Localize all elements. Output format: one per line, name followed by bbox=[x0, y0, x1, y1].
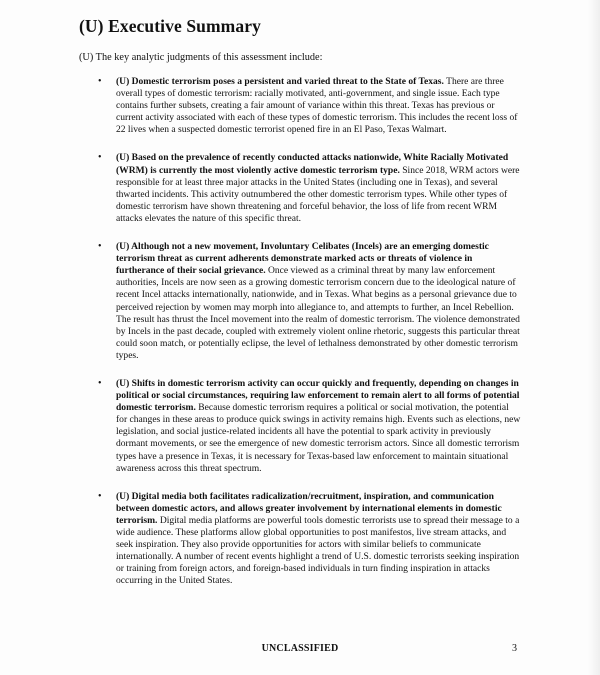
classification-marking: UNCLASSIFIED bbox=[261, 643, 339, 654]
intro-paragraph: (U) The key analytic judgments of this assessment include: bbox=[79, 52, 323, 63]
section-heading: (U) Executive Summary bbox=[79, 16, 261, 36]
list-item bbox=[98, 76, 521, 136]
judgment-body: There are three overall types of domestic terrorism: racially motivated, anti-government, and single issue. Each type contains further subsets, creating a fair amount of variance within this threat. Texas has previous or current activity associated with each of these types of domestic terrorism. This includes the recent loss of 22 lives when a suspected domestic terrorist opened fire in an El Paso, Texas Walmart. bbox=[116, 76, 518, 136]
page-number: 3 bbox=[512, 643, 517, 654]
judgment-lead: (U) Shifts in domestic terrorism activity can occur quickly and frequently, depending on changes in political or social circumstances, requiring law enforcement to remain alert to all forms of potential domestic terrorism. bbox=[116, 377, 520, 414]
page-edge-shadow bbox=[588, 0, 600, 675]
judgment-body: Digital media platforms are powerful tools domestic terrorists use to spread their message to a wide audience. These platforms allow global opportunities to post manifestos, live stream attacks, and seek inspiration. They also provide opportunities for actors with similar beliefs to communicate internationally. A number of recent events highlight a trend of U.S. domestic terrorists seeking inspiration or training from foreign actors, and foreign-based individuals in turn finding inspiration in attacks occurring in the United States. bbox=[116, 514, 520, 587]
bullet-icon: • bbox=[98, 377, 102, 389]
bullet-icon: • bbox=[98, 152, 102, 164]
list-item bbox=[98, 152, 521, 225]
judgment-body: Because domestic terrorism requires a political or social motivation, the potential for changes in these areas to produce quick swings in activity remains high. Events such as elections, new legislation, and social justice-related incidents all have the potential to spark activity in previously dormant movements, or see the emergence of new domestic terrorism actors. Since all domestic terrorism types have a presence in Texas, it is necessary for Texas-based law enforcement to maintain situational awareness across this threat spectrum. bbox=[116, 402, 521, 474]
judgment-body: Once viewed as a criminal threat by many law enforcement authorities, Incels are now seen as a growing domestic terrorism concern due to the ideological nature of recent Incel attacks internationally, nationwide, and in Texas. What begins as a personal grievance due to perceived rejection by women may morph into allegiance to, and attempts to further, an Incel Rebellion. The result has thrust the Incel movement into the realm of domestic terrorism. The violence demonstrated by Incels in the past decade, coupled with extremely violent online rhetoric, suggests this particular threat could soon match, or potentially eclipse, the level of lethalness demonstrated by other domestic terrorism types. bbox=[116, 265, 520, 361]
judgment-lead: (U) Although not a new movement, Involuntary Celibates (Incels) are an emerging domestic terrorism threat as current adherents demonstrate marked acts or threats of violence in furtherance of their social grievance. bbox=[116, 241, 489, 277]
list-item bbox=[98, 491, 521, 588]
list-item bbox=[98, 241, 521, 362]
bullet-icon: • bbox=[98, 241, 102, 253]
list-item bbox=[98, 378, 521, 475]
judgment-lead: (U) Domestic terrorism poses a persistent and varied threat to the State of Texas. bbox=[116, 76, 444, 87]
judgment-lead: (U) Digital media both facilitates radicalization/recruitment, inspiration, and communication between domestic actors, and allows greater involvement by international elements in domestic terrorism. bbox=[116, 490, 502, 526]
judgment-body: Since 2018, WRM actors were responsible for at least three major attacks in the United States (including one in Texas), and several thwarted incidents. This activity outnumbered the other domestic terrorism types. While other types of domestic terrorism have shown threatening and forceful behavior, the loss of life from recent WRM attacks elevates the nature of this specific threat. bbox=[116, 164, 520, 224]
bullet-icon: • bbox=[98, 76, 102, 87]
bullet-icon: • bbox=[98, 490, 102, 502]
key-judgments-list bbox=[98, 76, 521, 603]
judgment-lead: (U) Based on the prevalence of recently conducted attacks nationwide, White Racially Motivated (WRM) is currently the most violently active domestic terrorism type. bbox=[116, 152, 509, 176]
